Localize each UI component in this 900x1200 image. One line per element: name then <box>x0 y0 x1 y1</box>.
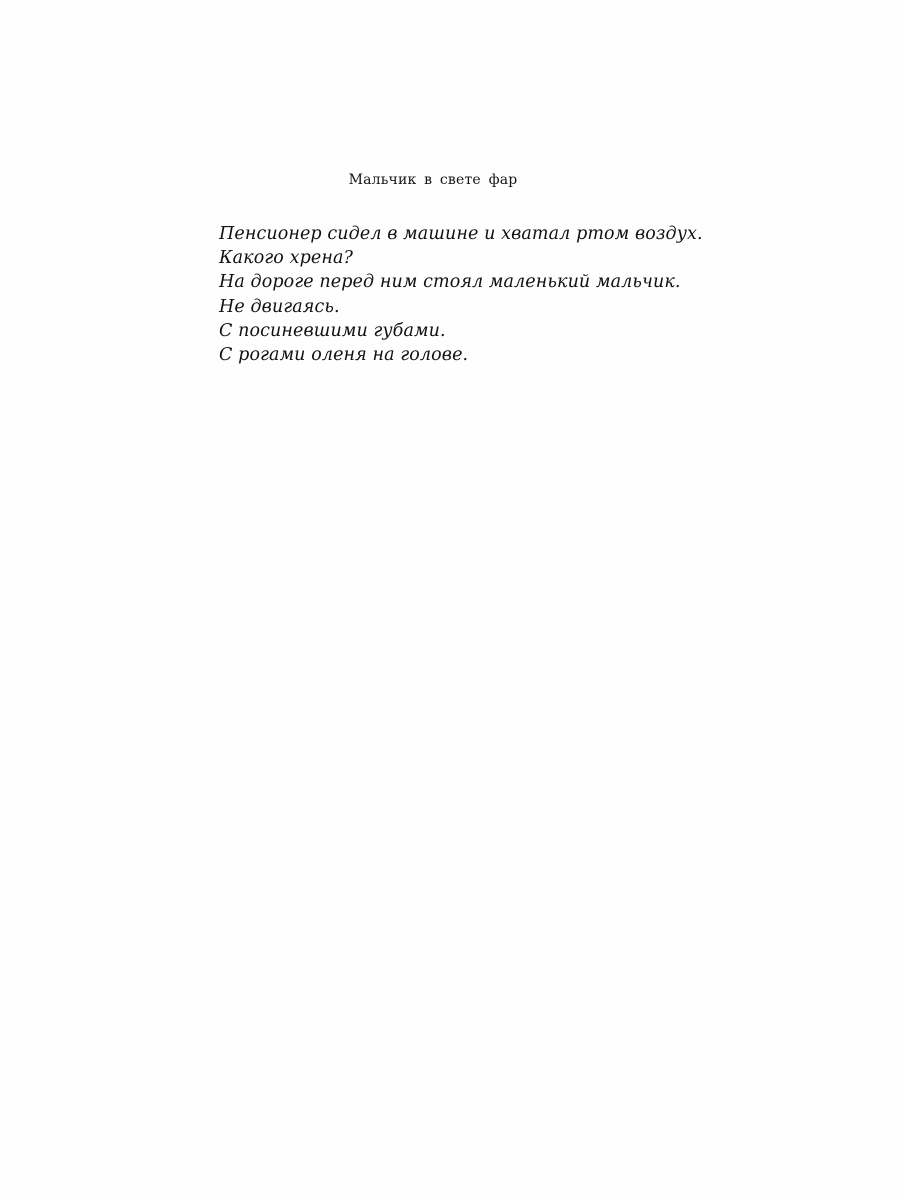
text-line: Не двигаясь. <box>219 296 340 317</box>
text-line: На дороге перед ним стоял маленький мальчик. <box>219 272 681 293</box>
text-line: С посиневшими губами. <box>219 320 446 341</box>
text-line: Какого хрена? <box>219 248 353 269</box>
text-line: С рогами оленя на голове. <box>219 345 469 366</box>
running-head: Мальчик в свете фар <box>348 172 518 188</box>
text-block <box>219 222 779 367</box>
text-line: Пенсионер сидел в машине и хватал ртом воздух. <box>219 224 703 244</box>
